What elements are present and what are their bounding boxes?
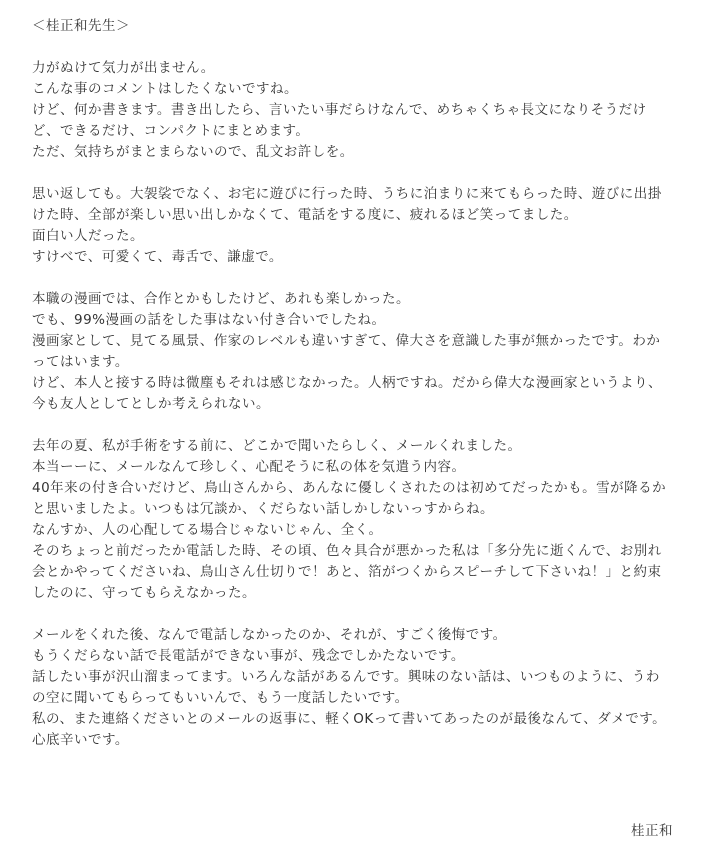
letter-line: 力がぬけて気力が出ません。 (32, 60, 215, 76)
letter-line: 今も友人としてとしか考えられない。 (32, 396, 270, 412)
letter-line: 漫画家として、見てる風景、作家のレベルも違いすぎて、偉大さを意識した事が無かったです。わか (32, 333, 661, 349)
letter-line: けた時、全部が楽しい思い出しかなくて、電話をする度に、疲れるほど笑ってました。 (32, 207, 578, 223)
letter-line: メールをくれた後、なんで電話しなかったのか、それが、すごく後悔です。 (32, 627, 507, 643)
signature: 桂正和 (631, 823, 673, 839)
letter-line: もうくだらない話で長電話ができない事が、残念でしかたないです。 (32, 648, 465, 664)
letter-line: 去年の夏、私が手術をする前に、どこかで聞いたらしく、メールくれました。 (32, 438, 522, 454)
letter-line: と思いましたよ。いつもは冗談か、くだらない話しかしないっすからね。 (32, 501, 494, 517)
letter-line: そのちょっと前だったか電話した時、その頃、色々具合が悪かった私は「多分先に逝くんで、お別れ (32, 543, 662, 559)
letter-line: 心底辛いです。 (32, 732, 129, 748)
letter-line: 会とかやってくださいね、鳥山さん仕切りで！あと、箔がつくからスピーチして下さいね！」と約束 (32, 564, 662, 580)
letter-line: ど、できるだけ、コンパクトにまとめます。 (32, 123, 310, 139)
letter-line: 40年来の付き合いだけど、鳥山さんから、あんなに優しくされたのは初めてだったかも。雪が降るか (32, 480, 667, 496)
letter-line: すけべで、可愛くて、毒舌で、謙虚で。 (32, 249, 283, 265)
letter-heading: ＜桂正和先生＞ (32, 18, 130, 34)
letter-line: 思い返しても。大袈裟でなく、お宅に遊びに行った時、うちに泊まりに来てもらった時、遊びに出掛 (32, 186, 662, 202)
letter-line: 話したい事が沢山溜まってます。いろんな話があるんです。興味のない話は、いつものように、うわ (32, 669, 660, 685)
letter-paragraph (32, 625, 677, 751)
letter-line: でも、99%漫画の話をした事はない付き合いでしたね。 (32, 312, 386, 328)
letter-paragraph (32, 58, 677, 163)
letter-line: なんすか、人の心配してる場合じゃないじゃん、全く。 (32, 522, 383, 538)
letter-line: 私の、また連絡くださいとのメールの返事に、軽くOKって書いてあったのが最後なんて、ダメです。 (32, 711, 667, 727)
letter-line: けど、本人と接する時は微塵もそれは感じなかった。人柄ですね。だから偉大な漫画家というより、 (32, 375, 662, 391)
letter-paragraph (32, 289, 677, 415)
letter-line: 本当ーーに、メールなんて珍しく、心配そうに私の体を気遣う内容。 (32, 459, 466, 475)
letter-line: 本職の漫画では、合作とかもしたけど、あれも楽しかった。 (32, 291, 410, 307)
letter-line: けど、何か書きます。書き出したら、言いたい事だらけなんで、めちゃくちゃ長文になりそうだけ (32, 102, 647, 118)
letter-line: の空に聞いてもらってもいいんで、もう一度話したいです。 (32, 690, 409, 706)
letter-body (32, 58, 677, 772)
letter-line: したのに、守ってもらえなかった。 (32, 585, 256, 601)
letter-line: ってはいます。 (32, 354, 129, 370)
letter-paragraph (32, 184, 677, 268)
letter-line: こんな事のコメントはしたくないですね。 (32, 81, 298, 97)
letter-paragraph (32, 436, 677, 604)
letter-line: 面白い人だった。 (32, 228, 144, 244)
letter-line: ただ、気持ちがまとまらないので、乱文お許しを。 (32, 144, 354, 160)
